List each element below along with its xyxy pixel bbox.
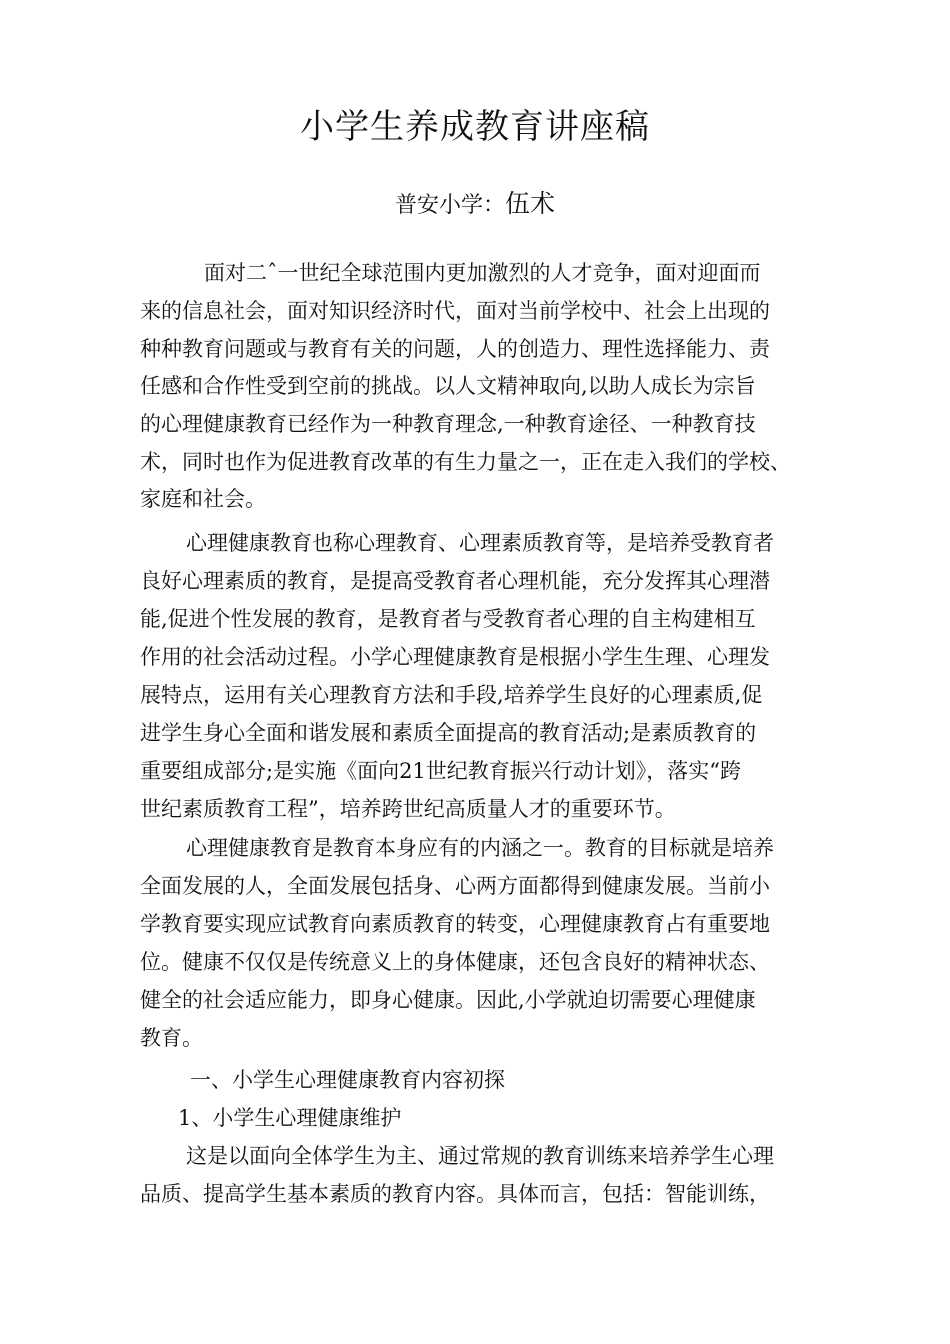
text-line: 种种教育问题或与教育有关的问题，人的创造力、理性选择能力、责 (140, 337, 770, 361)
text-line: 品质、提高学生基本素质的教育内容。具体而言，包括：智能训练， (140, 1182, 770, 1206)
text-line: 学教育要实现应试教育向素质教育的转变，心理健康教育占有重要地 (140, 912, 770, 936)
author-school: 普安小学： (394, 193, 505, 218)
text-line: 进学生身心全面和谐发展和素质全面提高的教育活动;是素质教育的 (140, 721, 757, 745)
text-line: 术，同时也作为促进教育改革的有生力量之一，正在走入我们的学校、 (140, 450, 791, 474)
subsection-heading: 1、小学生心理健康维护 (178, 1106, 402, 1130)
text-line: 位。健康不仅仅是传统意义上的身体健康，还包含良好的精神状态、 (140, 950, 770, 974)
text-line: 的心理健康教育已经作为一种教育理念,一种教育途径、一种教育技 (140, 412, 756, 436)
text-line: 全面发展的人，全面发展包括身、心两方面都得到健康发展。当前小 (140, 874, 770, 898)
text-line: 作用的社会活动过程。小学心理健康教育是根据小学生生理、心理发 (140, 645, 770, 669)
author-line (0, 188, 950, 222)
text-line: 世纪素质教育工程”，培养跨世纪高质量人才的重要环节。 (140, 797, 676, 821)
text-line: 教育。 (140, 1026, 203, 1050)
text-line: 心理健康教育也称心理教育、心理素质教育等，是培养受教育者 (186, 531, 774, 555)
author-name: 伍术 (505, 189, 556, 218)
text-line: 心理健康教育是教育本身应有的内涵之一。教育的目标就是培养 (186, 836, 774, 860)
text-line: 家庭和社会。 (140, 487, 266, 511)
text-line: 能,促进个性发展的教育，是教育者与受教育者心理的自主构建相互 (140, 607, 756, 631)
text-line: 任感和合作性受到空前的挑战。以人文精神取向,以助人成长为宗旨 (140, 374, 756, 398)
text-line: 展特点，运用有关心理教育方法和手段,培养学生良好的心理素质,促 (140, 683, 763, 707)
text-line: 良好心理素质的教育，是提高受教育者心理机能，充分发挥其心理潜 (140, 569, 770, 593)
text-line: 面对二ˆ一世纪全球范围内更加激烈的人才竞争，面对迎面而 (204, 261, 761, 285)
text-line: 重要组成部分;是实施《面向21世纪教育振兴行动计划》，落实“跨 (140, 759, 742, 783)
section-heading: 一、小学生心理健康教育内容初探 (190, 1068, 505, 1092)
text-line: 这是以面向全体学生为主、通过常规的教育训练来培养学生心理 (186, 1144, 774, 1168)
document-title: 小学生养成教育讲座稿 (300, 107, 650, 147)
text-line: 来的信息社会，面对知识经济时代，面对当前学校中、社会上出现的 (140, 299, 770, 323)
text-line: 健全的社会适应能力，即身心健康。因此,小学就迫切需要心理健康 (140, 988, 756, 1012)
